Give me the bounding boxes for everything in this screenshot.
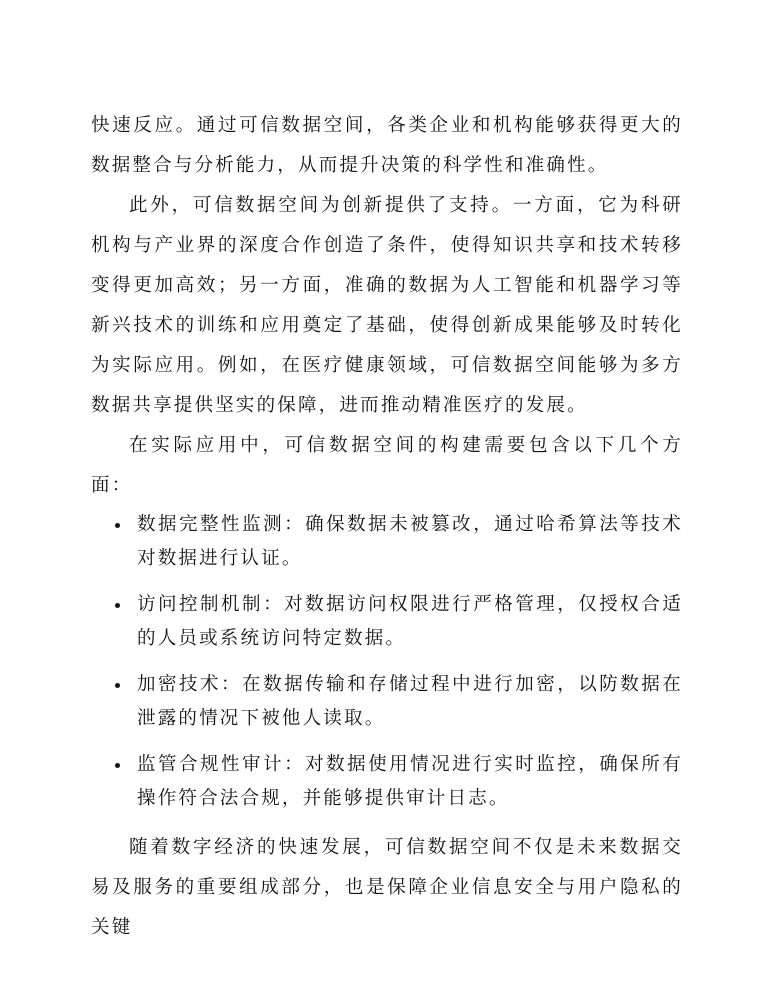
list-item bbox=[91, 668, 683, 736]
paragraph-closing: 随着数字经济的快速发展，可信数据空间不仅是未来数据交易及服务的重要组成部分，也是保障企业信息安全与用户隐私的关键 bbox=[91, 837, 683, 938]
bullet-dot-icon bbox=[115, 523, 120, 528]
bullet-list bbox=[91, 508, 683, 816]
list-item bbox=[91, 748, 683, 816]
list-item bbox=[91, 508, 683, 576]
bullet-dot-icon bbox=[115, 603, 120, 608]
paragraph-innovation: 此外，可信数据空间为创新提供了支持。一方面，它为科研机构与产业界的深度合作创造了条件，使得知识共享和技术转移变得更加高效；另一方面，准确的数据为人工智能和机器学习等新兴技术的训练和应用奠定了基础，使得创新成果能够及时转化为实际应用。例如，在医疗健康领域，可信数据空间能够为多方数据共享提供坚实的保障，进而推动精准医疗的发展。 bbox=[91, 195, 683, 416]
paragraph-continuation: 快速反应。通过可信数据空间，各类企业和机构能够获得更大的数据整合与分析能力，从而提升决策的科学性和准确性。 bbox=[91, 115, 683, 176]
list-item-text: 加密技术：在数据传输和存储过程中进行加密，以防数据在泄露的情况下被他人读取。 bbox=[137, 674, 683, 729]
bullet-dot-icon bbox=[115, 763, 120, 768]
paragraph-intro-list: 在实际应用中，可信数据空间的构建需要包含以下几个方面： bbox=[91, 435, 683, 496]
list-item-text: 监管合规性审计：对数据使用情况进行实时监控，确保所有操作符合法合规，并能够提供审计日志。 bbox=[137, 754, 683, 809]
list-item bbox=[91, 588, 683, 656]
document-page bbox=[91, 106, 683, 948]
list-item-text: 访问控制机制：对数据访问权限进行严格管理，仅授权合适的人员或系统访问特定数据。 bbox=[137, 594, 683, 649]
bullet-dot-icon bbox=[115, 683, 120, 688]
list-item-text: 数据完整性监测：确保数据未被篡改，通过哈希算法等技术对数据进行认证。 bbox=[137, 514, 683, 569]
